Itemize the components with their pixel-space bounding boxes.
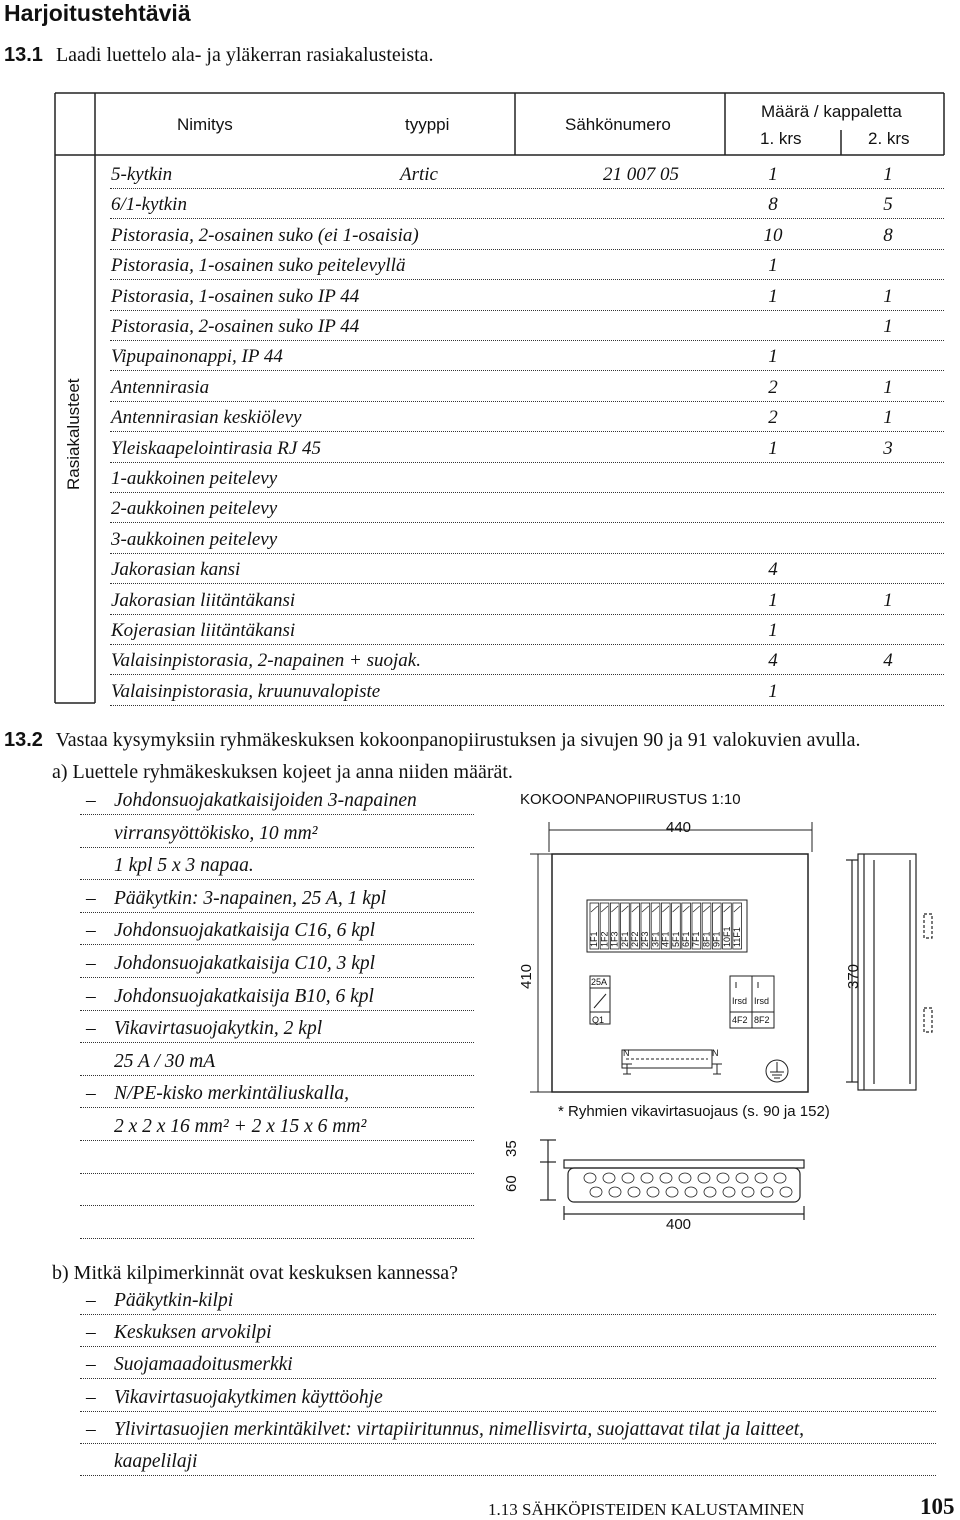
question-13-2a	[52, 761, 513, 784]
question-text: Vastaa kysymyksiin ryhmäkeskuksen kokoonpanopiirustuksen ja sivujen 90 ja 91 valokuvien avulla.	[55, 729, 861, 751]
answer-text: Pääkytkin: 3-napainen, 25 A, 1 kpl	[114, 887, 387, 909]
breaker-toggle	[632, 906, 639, 912]
row-qty-floor-1: 4	[768, 559, 778, 581]
header-quantity: Määrä / kappaletta	[761, 102, 902, 121]
cable-entry-hole	[647, 1187, 659, 1197]
n-bar-label-left: N	[623, 1048, 630, 1058]
row-name: 1-aukkoinen peitelevy	[111, 468, 278, 489]
answer-line	[80, 1350, 936, 1379]
table-row	[110, 614, 944, 645]
cable-entry-hole	[780, 1187, 792, 1197]
row-name: Yleiskaapelointirasia RJ 45	[111, 437, 322, 459]
assembly-drawing	[500, 782, 960, 1252]
breaker-label: 1F1	[589, 931, 600, 947]
dim-height: 410	[518, 963, 535, 989]
answer-line	[80, 1047, 474, 1076]
row-qty-floor-2: 1	[883, 376, 893, 398]
table-row	[110, 432, 944, 463]
main-switch-rating: 25A	[591, 977, 608, 987]
answer-line	[80, 1014, 474, 1043]
answer-line	[80, 851, 474, 880]
main-switch-id: Q1	[592, 1015, 605, 1025]
rcd-1-label: Irsd	[732, 996, 748, 1006]
table-row	[110, 310, 944, 341]
drawing-title: KOKOONPANOPIIRUSTUS 1:10	[520, 791, 741, 808]
breaker-toggle	[642, 906, 649, 912]
answer-text: virransyöttökisko, 10 mm²	[114, 822, 318, 844]
cable-entry-hole	[698, 1173, 710, 1183]
row-qty-floor-1: 1	[768, 680, 778, 702]
table-row	[110, 553, 944, 584]
answer-text: Johdonsuojakatkaisija C10, 3 kpl	[114, 953, 376, 974]
question-text: Laadi luettelo ala- ja yläkerran rasiakalusteista.	[55, 44, 434, 66]
sub-question-label: a)	[52, 761, 68, 783]
breaker-toggle	[622, 906, 629, 912]
row-qty-floor-2: 5	[883, 194, 893, 216]
cable-entry-hole	[609, 1187, 621, 1197]
breaker-label: 3F1	[650, 931, 661, 947]
row-name: 3-aukkoinen peitelevy	[111, 528, 278, 550]
answer-text: Johdonsuojakatkaisija C16, 6 kpl	[114, 920, 376, 942]
answer-dash: –	[86, 1386, 96, 1408]
answer-text: Suojamaadoitusmerkki	[114, 1354, 293, 1376]
answer-dash: –	[86, 1083, 96, 1105]
answer-text: 1 kpl 5 x 3 napaa.	[114, 855, 254, 877]
breaker-label: 1F2	[599, 931, 610, 947]
breaker-label: 2F1	[619, 931, 630, 947]
breaker-label: 6F1	[681, 931, 691, 947]
header-number: Sähkönumero	[565, 115, 671, 134]
answer-dash: –	[86, 887, 96, 909]
table-row	[110, 523, 944, 554]
breaker-label: 2F3	[640, 931, 651, 947]
row-qty-floor-1: 1	[768, 589, 778, 611]
sub-question-text: Mitkä kilpimerkinnät ovat keskuksen kannessa?	[73, 1262, 459, 1284]
table-row	[110, 371, 944, 402]
row-qty-floor-2: 1	[883, 164, 893, 185]
row-name: 5-kytkin	[111, 164, 173, 185]
answer-dash: –	[86, 920, 96, 942]
row-name: Valaisinpistorasia, 2-napainen + suojak.	[111, 650, 421, 672]
row-name: Pistorasia, 2-osainen suko (ei 1-osaisia)	[111, 224, 419, 246]
answer-dash: –	[86, 1354, 96, 1376]
cable-entry-hole	[704, 1187, 716, 1197]
rcd-1-id: 4F2	[732, 1015, 748, 1025]
header-type: tyyppi	[405, 115, 450, 134]
row-qty-floor-2: 3	[883, 437, 893, 459]
cable-entry-hole	[717, 1173, 729, 1183]
row-qty-floor-1: 4	[768, 650, 778, 672]
row-name: Jakorasian kansi	[111, 559, 241, 581]
breaker-toggle	[683, 906, 690, 912]
answer-text: kaapelilaji	[114, 1451, 198, 1472]
table-side-label: Rasiakalusteet	[64, 378, 83, 490]
answer-text: Ylivirtasuojien merkintäkilvet: virtapiiritunnus, nimellisvirta, suojattavat tilat ja laitteet,	[114, 1418, 805, 1440]
answer-dash: –	[86, 953, 96, 974]
answer-line	[80, 949, 474, 978]
answer-line	[80, 916, 474, 945]
answer-dash: –	[86, 1290, 96, 1311]
row-name: Jakorasian liitäntäkansi	[111, 589, 296, 611]
row-qty-floor-2: 1	[883, 316, 893, 337]
answer-text: N/PE-kisko merkintäliuskalla,	[114, 1083, 350, 1105]
row-qty-floor-1: 1	[768, 164, 778, 185]
header-floor-2: 2. krs	[868, 129, 910, 148]
row-qty-floor-1: 2	[768, 376, 778, 398]
answer-line	[80, 1286, 936, 1315]
cable-entry-hole	[590, 1187, 602, 1197]
answer-text: Vikavirtasuojakytkimen käyttöohje	[114, 1386, 383, 1408]
row-qty-floor-1: 1	[768, 437, 778, 459]
breaker-toggle	[611, 906, 618, 912]
answer-line	[80, 1415, 936, 1444]
earth-symbol	[766, 1060, 788, 1082]
row-qty-floor-1: 1	[768, 346, 778, 368]
breaker-toggle	[662, 906, 669, 912]
table-row	[110, 340, 944, 371]
answer-line	[80, 1383, 936, 1412]
cable-entry-hole	[761, 1187, 773, 1197]
answer-line	[80, 1145, 474, 1174]
table-row	[110, 584, 944, 615]
cable-entry-hole	[660, 1173, 672, 1183]
answer-line	[80, 1318, 936, 1347]
cable-entry-hole	[603, 1173, 615, 1183]
answer-line	[80, 819, 474, 848]
row-name: Antennirasia	[111, 376, 210, 398]
table-row	[110, 401, 944, 432]
dim-side: 370	[845, 963, 862, 989]
row-name: Pistorasia, 1-osainen suko peitelevyllä	[111, 255, 406, 277]
row-type: Artic	[400, 164, 438, 185]
answer-text: 25 A / 30 mA	[114, 1050, 216, 1072]
answer-dash: –	[86, 985, 96, 1007]
answer-text: 2 x 2 x 16 mm² + 2 x 15 x 6 mm²	[114, 1116, 367, 1137]
page-heading: Harjoitustehtäviä	[4, 0, 191, 26]
cable-entry-hole	[666, 1187, 678, 1197]
table-row	[110, 188, 944, 219]
answer-line	[80, 982, 474, 1011]
answer-dash: –	[86, 1018, 96, 1040]
breaker-toggle	[673, 906, 680, 912]
row-qty-floor-1: 1	[768, 285, 778, 307]
breaker-toggle	[601, 906, 608, 912]
answer-line	[80, 1112, 474, 1141]
breaker-label: 4F1	[660, 931, 671, 947]
row-qty-floor-1: 8	[768, 194, 778, 216]
breaker-toggle	[693, 906, 700, 912]
table-row	[110, 219, 944, 250]
table-row	[110, 249, 944, 280]
dim-60: 60	[503, 1175, 520, 1192]
row-qty-floor-2: 4	[883, 650, 893, 672]
question-number: 13.1	[4, 44, 43, 66]
sub-question-label: b)	[52, 1262, 69, 1284]
breaker-toggle	[652, 906, 659, 912]
breaker-label: 7F1	[691, 931, 702, 947]
breaker-label: 2F2	[630, 931, 640, 947]
cable-entry-hole	[723, 1187, 735, 1197]
row-name: Antennirasian keskiölevy	[111, 407, 302, 429]
row-qty-floor-2: 1	[883, 589, 893, 611]
row-name: Valaisinpistorasia, kruunuvalopiste	[111, 680, 381, 702]
row-name: Kojerasian liitäntäkansi	[111, 620, 296, 641]
cable-entry-holes	[584, 1173, 792, 1197]
row-qty-floor-1: 1	[768, 255, 778, 277]
dim-width: 440	[666, 819, 692, 836]
answer-dash: –	[86, 1418, 96, 1440]
row-qty-floor-2: 8	[883, 224, 893, 246]
question-number: 13.2	[4, 729, 43, 751]
breaker-toggle	[703, 906, 710, 912]
row-qty-floor-1: 2	[768, 407, 778, 429]
row-name: Pistorasia, 2-osainen suko IP 44	[111, 316, 360, 337]
row-qty-floor-2: 1	[883, 285, 893, 307]
answer-line	[80, 1210, 474, 1239]
breaker-toggle	[734, 906, 741, 912]
breaker-label: 10F1	[721, 926, 732, 947]
cable-entry-hole	[685, 1187, 697, 1197]
answer-text: Pääkytkin-kilpi	[114, 1290, 234, 1311]
answer-line	[80, 786, 474, 815]
breaker-label: 1F3	[609, 931, 620, 947]
sub-question-text: Luettele ryhmäkeskuksen kojeet ja anna niiden määrät.	[72, 761, 513, 783]
answer-text: Vikavirtasuojakytkin, 2 kpl	[114, 1018, 323, 1040]
dim-bottom: 400	[666, 1216, 692, 1233]
cable-entry-hole	[742, 1187, 754, 1197]
page-number: 105	[920, 1494, 955, 1519]
table-row	[110, 158, 944, 189]
row-name: Vipupainonappi, IP 44	[111, 346, 283, 368]
cable-entry-hole	[679, 1173, 691, 1183]
drawing-note: * Ryhmien vikavirtasuojaus (s. 90 ja 152)	[558, 1103, 830, 1120]
row-qty-floor-2: 1	[883, 407, 893, 429]
table-row	[110, 462, 944, 493]
answer-text: Johdonsuojakatkaisijoiden 3-napainen	[114, 790, 417, 811]
cable-entry-hole	[622, 1173, 634, 1183]
breaker-label: 9F1	[711, 931, 722, 947]
row-qty-floor-1: 10	[763, 224, 783, 246]
row-qty-floor-1: 1	[768, 620, 778, 641]
breaker-toggle	[713, 906, 720, 912]
rcd-2-label: Irsd	[754, 996, 770, 1006]
row-name: 6/1-kytkin	[111, 194, 187, 216]
breaker-label: 11F1	[732, 927, 742, 947]
breaker-label: 8F1	[701, 931, 712, 947]
row-number: 21 007 05	[603, 164, 679, 185]
breaker-label: 5F1	[670, 931, 681, 947]
row-name: 2-aukkoinen peitelevy	[111, 498, 278, 520]
table-row	[110, 280, 944, 311]
answer-dash: –	[86, 1322, 96, 1344]
answer-line	[80, 1177, 474, 1206]
answer-text: Keskuksen arvokilpi	[114, 1322, 272, 1344]
cable-entry-hole	[755, 1173, 767, 1183]
answer-line	[80, 1447, 936, 1476]
question-13-2	[4, 729, 860, 752]
dim-35: 35	[503, 1140, 520, 1157]
answer-line	[80, 1079, 474, 1108]
breaker-toggle	[724, 906, 731, 912]
answer-line	[80, 884, 474, 913]
cable-entry-hole	[736, 1173, 748, 1183]
n-bar-label-right: N	[712, 1048, 719, 1058]
question-13-2b	[52, 1262, 458, 1285]
footer-section: 1.13 SÄHKÖPISTEIDEN KALUSTAMINEN	[488, 1500, 805, 1519]
header-floor-1: 1. krs	[760, 129, 802, 148]
header-name: Nimitys	[177, 115, 233, 134]
answer-text: Johdonsuojakatkaisija B10, 6 kpl	[114, 985, 374, 1007]
row-name: Pistorasia, 1-osainen suko IP 44	[111, 285, 360, 307]
rcd-2-id: 8F2	[754, 1015, 770, 1025]
cable-entry-hole	[641, 1173, 653, 1183]
breaker-toggle	[591, 906, 598, 912]
cable-entry-hole	[584, 1173, 596, 1183]
breaker-row	[589, 903, 742, 949]
table-row	[110, 675, 944, 706]
table-row	[110, 644, 944, 675]
cable-entry-hole	[628, 1187, 640, 1197]
cable-entry-hole	[774, 1173, 786, 1183]
answer-dash: –	[86, 790, 96, 811]
table-row	[110, 492, 944, 523]
